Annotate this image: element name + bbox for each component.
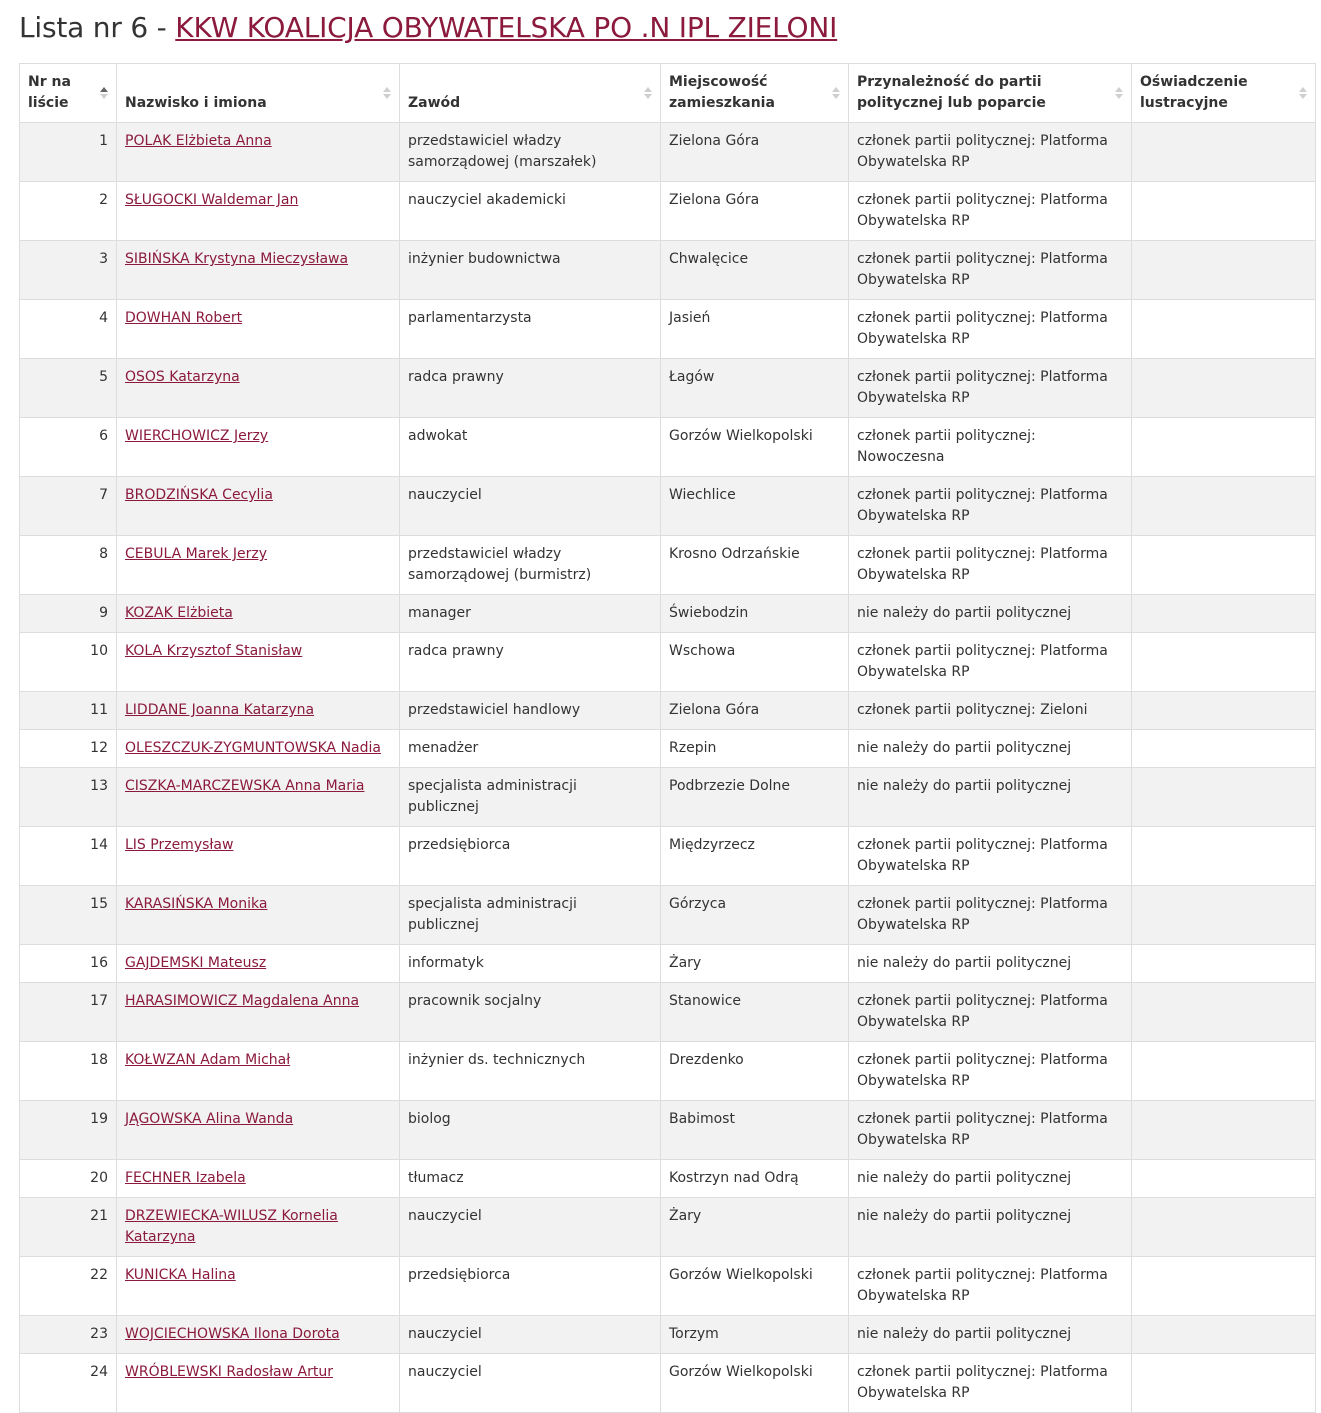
- candidate-link[interactable]: BRODZIŃSKA Cecylia: [125, 487, 273, 503]
- cell-lustration: [1132, 1198, 1316, 1257]
- candidate-link[interactable]: KARASIŃSKA Monika: [125, 896, 268, 912]
- table-row: [20, 300, 1316, 359]
- candidates-table: [19, 63, 1316, 1413]
- candidate-link[interactable]: DOWHAN Robert: [125, 310, 243, 326]
- cell-lustration: [1132, 359, 1316, 418]
- column-header-job[interactable]: [400, 64, 661, 123]
- cell-lustration: [1132, 983, 1316, 1042]
- column-header-label: Oświadczenie lustracyjne: [1140, 74, 1248, 111]
- cell-nr: 24: [20, 1354, 117, 1413]
- candidate-link[interactable]: KOLA Krzysztof Stanisław: [125, 643, 303, 659]
- cell-nr: 18: [20, 1042, 117, 1101]
- cell-name: [117, 827, 400, 886]
- table-row: [20, 123, 1316, 182]
- cell-city: Krosno Odrzańskie: [661, 536, 849, 595]
- cell-lustration: [1132, 886, 1316, 945]
- cell-party: członek partii politycznej: Platforma Obywatelska RP: [849, 536, 1132, 595]
- cell-city: Zielona Góra: [661, 123, 849, 182]
- cell-job: inżynier ds. technicznych: [400, 1042, 661, 1101]
- cell-job: nauczyciel: [400, 1354, 661, 1413]
- cell-party: członek partii politycznej: Platforma Obywatelska RP: [849, 886, 1132, 945]
- table-row: [20, 1101, 1316, 1160]
- cell-city: Babimost: [661, 1101, 849, 1160]
- column-header-label: Miejscowość zamieszkania: [669, 74, 775, 111]
- cell-lustration: [1132, 827, 1316, 886]
- cell-lustration: [1132, 300, 1316, 359]
- cell-job: radca prawny: [400, 359, 661, 418]
- cell-party: członek partii politycznej: Platforma Obywatelska RP: [849, 1354, 1132, 1413]
- candidate-link[interactable]: KUNICKA Halina: [125, 1267, 236, 1283]
- cell-nr: 17: [20, 983, 117, 1042]
- cell-lustration: [1132, 1354, 1316, 1413]
- table-row: [20, 1160, 1316, 1198]
- cell-job: specjalista administracji publicznej: [400, 886, 661, 945]
- page-title-prefix: Lista nr 6 -: [19, 11, 176, 44]
- candidate-link[interactable]: KOŁWZAN Adam Michał: [125, 1052, 291, 1068]
- candidate-link[interactable]: OSOS Katarzyna: [125, 369, 240, 385]
- table-row: [20, 633, 1316, 692]
- cell-nr: 9: [20, 595, 117, 633]
- cell-nr: 15: [20, 886, 117, 945]
- table-row: [20, 827, 1316, 886]
- column-header-name[interactable]: [117, 64, 400, 123]
- table-row: [20, 595, 1316, 633]
- cell-lustration: [1132, 945, 1316, 983]
- cell-nr: 8: [20, 536, 117, 595]
- cell-nr: 2: [20, 182, 117, 241]
- cell-city: Jasień: [661, 300, 849, 359]
- cell-city: Międzyrzecz: [661, 827, 849, 886]
- cell-name: [117, 300, 400, 359]
- cell-name: [117, 536, 400, 595]
- cell-name: [117, 730, 400, 768]
- cell-city: Zielona Góra: [661, 692, 849, 730]
- cell-party: członek partii politycznej: Platforma Obywatelska RP: [849, 1042, 1132, 1101]
- cell-lustration: [1132, 595, 1316, 633]
- cell-job: nauczyciel: [400, 1198, 661, 1257]
- cell-job: nauczyciel akademicki: [400, 182, 661, 241]
- cell-nr: 20: [20, 1160, 117, 1198]
- candidate-link[interactable]: WRÓBLEWSKI Radosław Artur: [125, 1364, 333, 1380]
- cell-name: [117, 1354, 400, 1413]
- cell-name: [117, 477, 400, 536]
- cell-nr: 21: [20, 1198, 117, 1257]
- cell-city: Kostrzyn nad Odrą: [661, 1160, 849, 1198]
- column-header-city[interactable]: [661, 64, 849, 123]
- cell-nr: 6: [20, 418, 117, 477]
- cell-nr: 4: [20, 300, 117, 359]
- cell-job: adwokat: [400, 418, 661, 477]
- sort-icon: [832, 87, 840, 99]
- table-row: [20, 182, 1316, 241]
- table-row: [20, 1354, 1316, 1413]
- cell-city: Torzym: [661, 1316, 849, 1354]
- cell-city: Wiechlice: [661, 477, 849, 536]
- table-row: [20, 886, 1316, 945]
- cell-city: Świebodzin: [661, 595, 849, 633]
- cell-nr: 22: [20, 1257, 117, 1316]
- cell-name: [117, 1316, 400, 1354]
- cell-city: Żary: [661, 1198, 849, 1257]
- cell-name: [117, 123, 400, 182]
- cell-job: przedsiębiorca: [400, 1257, 661, 1316]
- cell-nr: 16: [20, 945, 117, 983]
- candidate-link[interactable]: SIBIŃSKA Krystyna Mieczysława: [125, 251, 349, 267]
- cell-party: członek partii politycznej: Platforma Obywatelska RP: [849, 633, 1132, 692]
- candidate-link[interactable]: LIS Przemysław: [125, 837, 234, 853]
- cell-party: nie należy do partii politycznej: [849, 1198, 1132, 1257]
- candidate-link[interactable]: KOZAK Elżbieta: [125, 605, 233, 621]
- cell-lustration: [1132, 123, 1316, 182]
- cell-nr: 12: [20, 730, 117, 768]
- table-row: [20, 945, 1316, 983]
- cell-nr: 23: [20, 1316, 117, 1354]
- cell-party: nie należy do partii politycznej: [849, 730, 1132, 768]
- table-row: [20, 1257, 1316, 1316]
- cell-job: inżynier budownictwa: [400, 241, 661, 300]
- cell-lustration: [1132, 1257, 1316, 1316]
- cell-lustration: [1132, 1042, 1316, 1101]
- cell-name: [117, 768, 400, 827]
- table-row: [20, 477, 1316, 536]
- cell-name: [117, 241, 400, 300]
- sort-icon: [1115, 87, 1123, 99]
- cell-job: manager: [400, 595, 661, 633]
- cell-party: nie należy do partii politycznej: [849, 945, 1132, 983]
- cell-party: członek partii politycznej: Platforma Obywatelska RP: [849, 300, 1132, 359]
- cell-name: [117, 182, 400, 241]
- cell-job: informatyk: [400, 945, 661, 983]
- cell-party: członek partii politycznej: Platforma Obywatelska RP: [849, 1101, 1132, 1160]
- candidate-link[interactable]: CEBULA Marek Jerzy: [125, 546, 268, 562]
- sort-ascending-icon: [100, 87, 108, 99]
- cell-party: nie należy do partii politycznej: [849, 595, 1132, 633]
- cell-lustration: [1132, 730, 1316, 768]
- cell-party: nie należy do partii politycznej: [849, 1160, 1132, 1198]
- cell-nr: 19: [20, 1101, 117, 1160]
- cell-name: [117, 1198, 400, 1257]
- sort-icon: [1299, 87, 1307, 99]
- cell-party: członek partii politycznej: Platforma Obywatelska RP: [849, 477, 1132, 536]
- table-row: [20, 241, 1316, 300]
- cell-job: tłumacz: [400, 1160, 661, 1198]
- cell-lustration: [1132, 768, 1316, 827]
- table-row: [20, 730, 1316, 768]
- candidate-link[interactable]: HARASIMOWICZ Magdalena Anna: [125, 993, 360, 1009]
- candidate-link[interactable]: CISZKA-MARCZEWSKA Anna Maria: [125, 778, 365, 794]
- cell-nr: 7: [20, 477, 117, 536]
- candidate-link[interactable]: GAJDEMSKI Mateusz: [125, 955, 267, 971]
- table-header: [20, 64, 1316, 123]
- cell-name: [117, 945, 400, 983]
- cell-city: Gorzów Wielkopolski: [661, 418, 849, 477]
- cell-nr: 13: [20, 768, 117, 827]
- column-header-label: Przynależność do partii politycznej lub poparcie: [857, 74, 1046, 111]
- cell-nr: 3: [20, 241, 117, 300]
- column-header-party[interactable]: [849, 64, 1132, 123]
- cell-party: członek partii politycznej: Nowoczesna: [849, 418, 1132, 477]
- cell-name: [117, 633, 400, 692]
- cell-nr: 11: [20, 692, 117, 730]
- cell-city: Stanowice: [661, 983, 849, 1042]
- cell-nr: 14: [20, 827, 117, 886]
- cell-party: nie należy do partii politycznej: [849, 768, 1132, 827]
- cell-party: członek partii politycznej: Platforma Obywatelska RP: [849, 359, 1132, 418]
- cell-lustration: [1132, 1316, 1316, 1354]
- cell-job: radca prawny: [400, 633, 661, 692]
- cell-job: przedstawiciel władzy samorządowej (burmistrz): [400, 536, 661, 595]
- cell-name: [117, 1160, 400, 1198]
- cell-lustration: [1132, 1160, 1316, 1198]
- table-row: [20, 418, 1316, 477]
- cell-nr: 5: [20, 359, 117, 418]
- cell-party: członek partii politycznej: Platforma Obywatelska RP: [849, 182, 1132, 241]
- table-row: [20, 768, 1316, 827]
- cell-party: członek partii politycznej: Platforma Obywatelska RP: [849, 983, 1132, 1042]
- candidate-link[interactable]: LIDDANE Joanna Katarzyna: [125, 702, 315, 718]
- cell-job: przedstawiciel władzy samorządowej (marszałek): [400, 123, 661, 182]
- cell-lustration: [1132, 477, 1316, 536]
- page-title: [19, 8, 1321, 48]
- cell-job: przedsiębiorca: [400, 827, 661, 886]
- candidate-link[interactable]: SŁUGOCKI Waldemar Jan: [125, 192, 299, 208]
- table-row: [20, 983, 1316, 1042]
- cell-name: [117, 1101, 400, 1160]
- cell-name: [117, 1257, 400, 1316]
- header-row: [20, 64, 1316, 123]
- cell-job: menadżer: [400, 730, 661, 768]
- table-body: [20, 123, 1316, 1413]
- cell-job: pracownik socjalny: [400, 983, 661, 1042]
- cell-job: przedstawiciel handlowy: [400, 692, 661, 730]
- cell-job: parlamentarzysta: [400, 300, 661, 359]
- cell-name: [117, 886, 400, 945]
- cell-party: członek partii politycznej: Platforma Obywatelska RP: [849, 241, 1132, 300]
- cell-lustration: [1132, 241, 1316, 300]
- candidate-link[interactable]: WIERCHOWICZ Jerzy: [125, 428, 269, 444]
- cell-city: Drezdenko: [661, 1042, 849, 1101]
- cell-city: Gorzów Wielkopolski: [661, 1257, 849, 1316]
- cell-lustration: [1132, 182, 1316, 241]
- cell-lustration: [1132, 1101, 1316, 1160]
- cell-party: członek partii politycznej: Platforma Obywatelska RP: [849, 1257, 1132, 1316]
- cell-job: nauczyciel: [400, 477, 661, 536]
- sort-icon: [644, 87, 652, 99]
- committee-link[interactable]: KKW KOALICJA OBYWATELSKA PO .N IPL ZIELONI: [175, 11, 838, 44]
- cell-job: biolog: [400, 1101, 661, 1160]
- cell-city: Żary: [661, 945, 849, 983]
- candidate-link[interactable]: JĄGOWSKA Alina Wanda: [125, 1111, 294, 1127]
- cell-name: [117, 418, 400, 477]
- cell-party: członek partii politycznej: Zieloni: [849, 692, 1132, 730]
- table-row: [20, 359, 1316, 418]
- cell-city: Rzepin: [661, 730, 849, 768]
- cell-job: specjalista administracji publicznej: [400, 768, 661, 827]
- cell-city: Górzyca: [661, 886, 849, 945]
- cell-lustration: [1132, 633, 1316, 692]
- column-header-label: Zawód: [408, 95, 461, 111]
- cell-city: Podbrzezie Dolne: [661, 768, 849, 827]
- cell-name: [117, 595, 400, 633]
- cell-party: członek partii politycznej: Platforma Obywatelska RP: [849, 123, 1132, 182]
- candidate-link[interactable]: DRZEWIECKA-WILUSZ Kornelia Katarzyna: [125, 1208, 338, 1245]
- cell-party: członek partii politycznej: Platforma Obywatelska RP: [849, 827, 1132, 886]
- column-header-nr[interactable]: [20, 64, 117, 123]
- cell-job: nauczyciel: [400, 1316, 661, 1354]
- cell-name: [117, 1042, 400, 1101]
- cell-lustration: [1132, 692, 1316, 730]
- table-row: [20, 692, 1316, 730]
- cell-city: Zielona Góra: [661, 182, 849, 241]
- table-row: [20, 1042, 1316, 1101]
- table-row: [20, 1198, 1316, 1257]
- cell-city: Wschowa: [661, 633, 849, 692]
- cell-name: [117, 692, 400, 730]
- sort-icon: [383, 87, 391, 99]
- cell-party: nie należy do partii politycznej: [849, 1316, 1132, 1354]
- cell-name: [117, 359, 400, 418]
- cell-city: Łagów: [661, 359, 849, 418]
- candidate-link[interactable]: OLESZCZUK-ZYGMUNTOWSKA Nadia: [125, 740, 381, 756]
- cell-nr: 10: [20, 633, 117, 692]
- cell-name: [117, 983, 400, 1042]
- cell-nr: 1: [20, 123, 117, 182]
- column-header-label: Nazwisko i imiona: [125, 95, 267, 111]
- cell-lustration: [1132, 418, 1316, 477]
- column-header-lustration[interactable]: [1132, 64, 1316, 123]
- candidate-link[interactable]: POLAK Elżbieta Anna: [125, 133, 272, 149]
- column-header-label: Nr na liście: [28, 74, 71, 111]
- candidate-link[interactable]: FECHNER Izabela: [125, 1170, 246, 1186]
- table-row: [20, 1316, 1316, 1354]
- cell-lustration: [1132, 536, 1316, 595]
- table-row: [20, 536, 1316, 595]
- cell-city: Gorzów Wielkopolski: [661, 1354, 849, 1413]
- cell-city: Chwalęcice: [661, 241, 849, 300]
- candidate-link[interactable]: WOJCIECHOWSKA Ilona Dorota: [125, 1326, 340, 1342]
